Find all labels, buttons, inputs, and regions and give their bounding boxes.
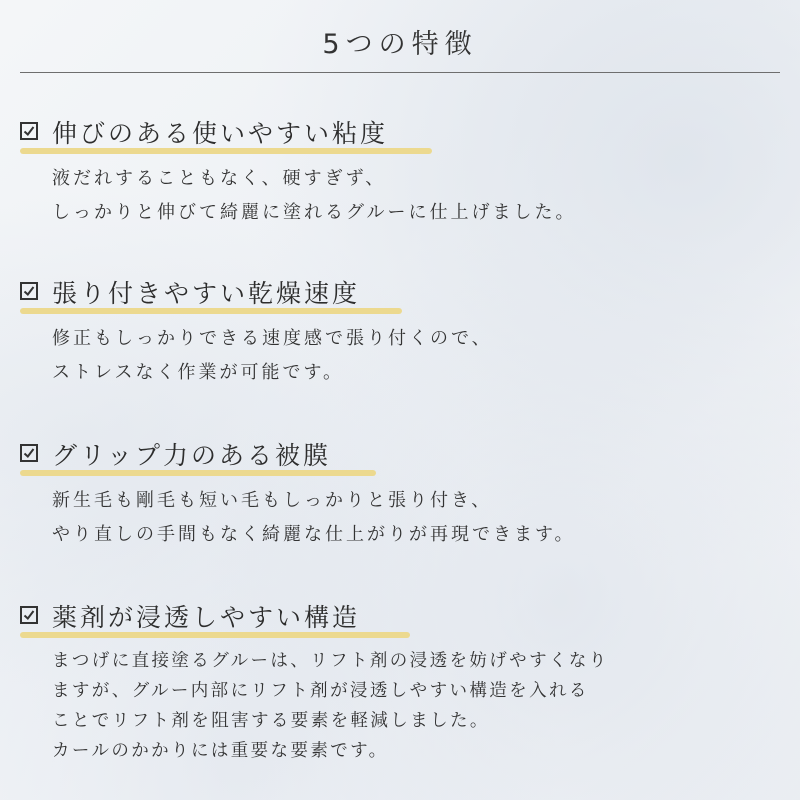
feature-heading: 張り付きやすい乾燥速度	[52, 279, 361, 308]
description-line: 修正もしっかりできる速度感で張り付くので、	[52, 328, 493, 349]
feature-item	[20, 434, 780, 552]
feature-description	[52, 162, 780, 230]
description-line: 新生毛も剛毛も短い毛もしっかりと張り付き、	[52, 490, 493, 511]
feature-description	[52, 646, 780, 766]
description-line: しっかりと伸びて綺麗に塗れるグルーに仕上げました。	[52, 202, 577, 223]
description-line: カールのかかりには重要な要素です。	[52, 741, 389, 761]
checkbox-checked-icon	[20, 122, 38, 140]
heading-underline	[20, 632, 410, 638]
heading-underline	[20, 148, 432, 154]
heading-underline	[20, 308, 402, 314]
description-line: やり直しの手間もなく綺麗な仕上がりが再現できます。	[52, 524, 576, 545]
title-divider	[20, 72, 780, 73]
description-line: 液だれすることもなく、硬すぎず、	[52, 168, 387, 189]
page-title: 5つの特徴	[322, 29, 478, 60]
description-line: ますが、グルー内部にリフト剤が浸透しやすい構造を入れる	[52, 681, 589, 701]
feature-heading: 伸びのある使いやすい粘度	[52, 119, 389, 148]
feature-item	[20, 596, 780, 766]
feature-description	[52, 322, 780, 390]
heading-underline	[20, 470, 376, 476]
feature-item	[20, 112, 780, 230]
checkbox-checked-icon	[20, 282, 38, 300]
feature-description	[52, 484, 780, 552]
checkbox-checked-icon	[20, 444, 38, 462]
description-line: まつげに直接塗るグルーは、リフト剤の浸透を妨げやすくなり	[52, 651, 609, 671]
feature-heading: 薬剤が浸透しやすい構造	[52, 603, 361, 632]
description-line: ストレスなく作業が可能です。	[52, 362, 345, 383]
description-line: ことでリフト剤を阻害する要素を軽減しました。	[52, 711, 490, 731]
checkbox-checked-icon	[20, 606, 38, 624]
feature-heading: グリップ力のある被膜	[52, 441, 332, 470]
feature-item	[20, 272, 780, 390]
